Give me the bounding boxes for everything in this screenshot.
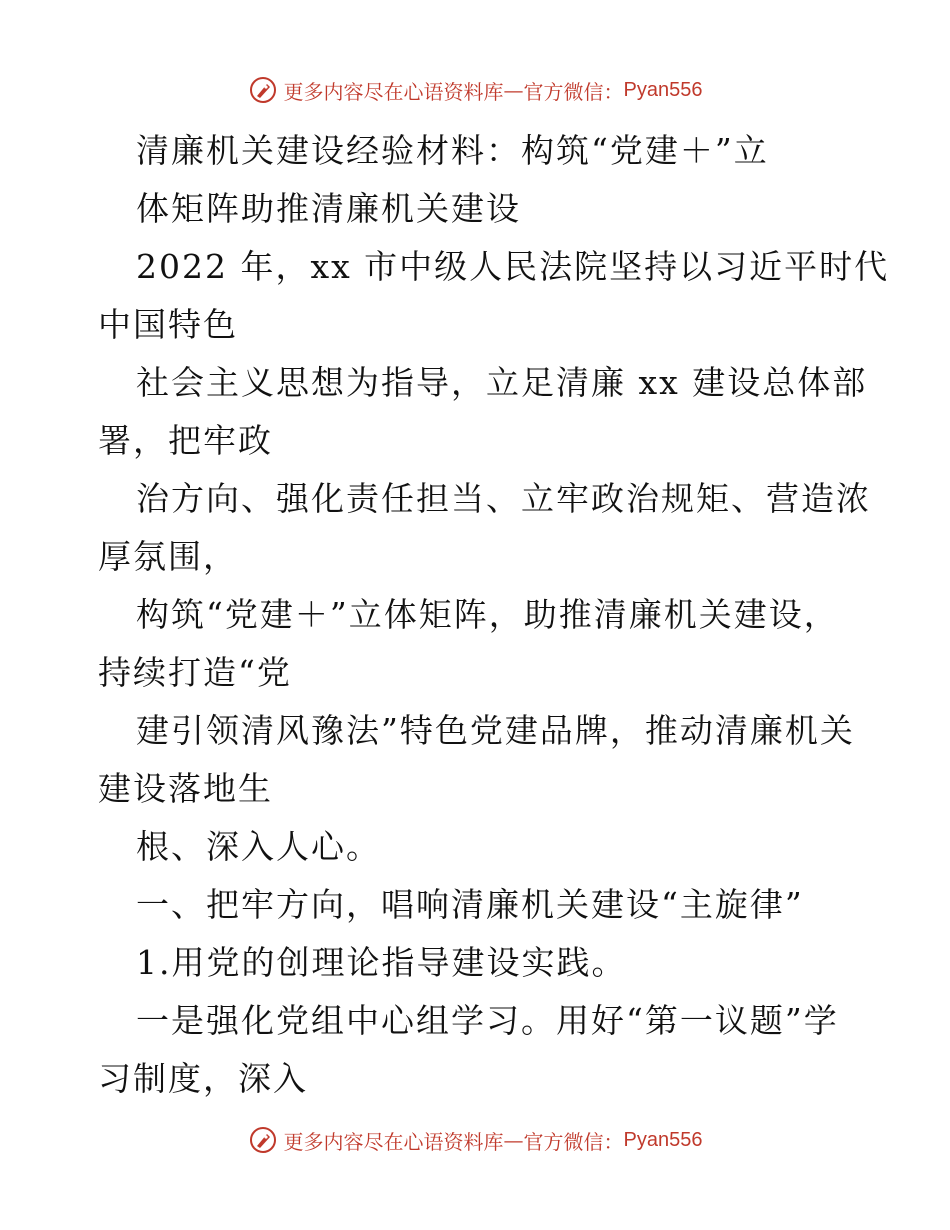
text-line: 清廉机关建设经验材料：构筑“党建＋”立 [136, 131, 769, 170]
footer-watermark [0, 1120, 950, 1160]
pen-nib-circle-icon [248, 75, 278, 105]
section-heading: 一、把牢方向，唱响清廉机关建设“主旋律” [136, 885, 804, 924]
text-line: 持续打造“党 [98, 653, 292, 692]
watermark-text: 更多内容尽在心语资料库 [283, 79, 504, 104]
text-line: 社会主义思想为指导，立足清廉 xx 建设总体部 [136, 363, 868, 402]
text-line: 构筑“党建＋”立体矩阵，助推清廉机关建设， [136, 595, 839, 634]
text-line: 署，把牢政 [98, 421, 273, 460]
watermark-suffix: 官方微信： [523, 1129, 624, 1154]
text-line: 体矩阵助推清廉机关建设 [136, 189, 521, 228]
text-line: 建引领清风豫法”特色党建品牌，推动清廉机关 [136, 711, 855, 750]
text-line: 建设落地生 [98, 769, 273, 808]
text-line: 一是强化党组中心组学习。用好“第一议题”学 [136, 1001, 839, 1040]
watermark-text: 更多内容尽在心语资料库 [283, 1129, 504, 1154]
watermark-suffix: 官方微信： [523, 79, 624, 104]
text-line: 2022 年，xx 市中级人民法院坚持以习近平时代 [136, 247, 890, 286]
pen-nib-circle-icon [248, 1125, 278, 1155]
text-line: 厚氛围， [98, 537, 238, 576]
watermark-id: Pyan556 [623, 1128, 703, 1151]
watermark-id: Pyan556 [623, 78, 703, 101]
text-line: 中国特色 [98, 305, 238, 344]
subsection-heading: 1.用党的创理论指导建设实践。 [136, 943, 627, 982]
document-body [98, 122, 890, 1108]
text-line: 习制度，深入 [98, 1059, 308, 1098]
text-line: 根、深入人心。 [136, 827, 381, 866]
header-watermark [0, 70, 950, 110]
text-line: 治方向、强化责任担当、立牢政治规矩、营造浓 [136, 479, 871, 518]
watermark-separator: — [503, 78, 524, 102]
watermark-separator: — [503, 1128, 524, 1152]
